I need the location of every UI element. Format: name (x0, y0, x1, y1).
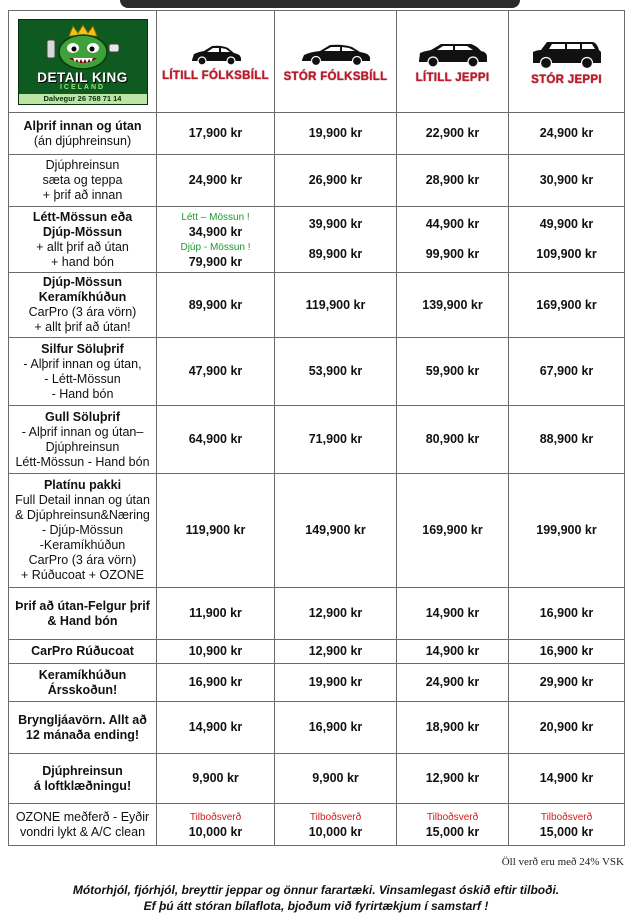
service-line: -Keramíkhúðun (39, 538, 126, 552)
price-value: 89,900 kr (188, 297, 243, 312)
price-value: 64,900 kr (188, 432, 243, 446)
price-cell (275, 113, 397, 155)
price-value: 109,900 kr (536, 247, 597, 261)
price-cell (509, 338, 625, 406)
logo-address: Dalvegur 26 768 71 14 (19, 94, 147, 104)
price-cell (397, 273, 509, 338)
offer-label: Tilboðsverð (540, 811, 593, 823)
price-value: 24,900 kr (539, 126, 594, 140)
price-cell (275, 588, 397, 640)
price-value: 119,900 kr (305, 297, 366, 312)
service-row (9, 702, 625, 754)
service-row (9, 207, 625, 273)
price-spacer (275, 232, 396, 247)
price-cell (397, 474, 509, 588)
service-line: 12 mánaða ending! (25, 727, 140, 742)
price-value: 89,900 kr (308, 247, 363, 261)
top-decoration-bar (120, 0, 520, 8)
price-cell (157, 273, 275, 338)
monster-mascot-icon (43, 24, 123, 72)
service-line: - Alþrif innan og útan, (23, 356, 142, 371)
price-cell (397, 754, 509, 804)
service-row (9, 754, 625, 804)
service-row (9, 474, 625, 588)
price-cell (157, 754, 275, 804)
service-line: CarPro Rúðucoat (31, 644, 134, 658)
detail-king-logo (18, 19, 148, 105)
service-line: & Hand bón (47, 613, 118, 628)
price-value: 18,900 kr (425, 720, 480, 734)
service-line: + þrif að innan (42, 188, 123, 202)
price-value: 34,900 kr (188, 224, 243, 239)
price-value: 19,900 kr (308, 675, 363, 689)
service-line: OZONE meðferð - Eyðir (15, 809, 150, 824)
price-cell (157, 155, 275, 207)
service-cell (9, 207, 157, 273)
price-cell (275, 406, 397, 474)
service-line: Platínu pakki (43, 478, 122, 492)
service-row (9, 640, 625, 664)
column-label: STÓR JEPPI (531, 73, 602, 86)
price-value: 22,900 kr (425, 126, 480, 140)
price-value: 12,900 kr (308, 644, 363, 658)
price-cell (509, 155, 625, 207)
price-cell (397, 207, 509, 273)
price-value: 88,900 kr (539, 432, 594, 446)
service-line: - Alþrif innan og útan– (21, 424, 144, 439)
service-line: Djúp-Mössun (42, 224, 123, 239)
price-value: 20,900 kr (539, 720, 594, 734)
service-line: - Létt-Mössun (44, 371, 121, 386)
price-cell (397, 640, 509, 664)
service-cell (9, 273, 157, 338)
price-value: 99,900 kr (425, 247, 480, 261)
column-label: STÓR FÓLKSBÍLL (283, 70, 388, 83)
service-line: Alþrif innan og útan (23, 118, 142, 133)
service-cell (9, 113, 157, 155)
service-row (9, 338, 625, 406)
price-value: 11,900 kr (189, 606, 242, 620)
price-value: 9,900 kr (192, 771, 239, 785)
price-cell (509, 588, 625, 640)
service-cell (9, 804, 157, 846)
price-value: 14,900 kr (188, 720, 243, 734)
price-cell (397, 664, 509, 702)
service-cell (9, 702, 157, 754)
service-row (9, 155, 625, 207)
price-table-body (9, 113, 625, 846)
price-value: 39,900 kr (308, 217, 363, 231)
service-line: Djúp-Mössun (42, 275, 123, 289)
offer-label: Tilboðsverð (426, 811, 479, 823)
price-cell (509, 113, 625, 155)
price-value: 79,900 kr (188, 254, 243, 269)
price-cell (509, 207, 625, 273)
price-value: 44,900 kr (425, 217, 480, 231)
service-line: (án djúphreinsun) (33, 133, 132, 148)
service-line: Létt-Mössun - Hand bón (15, 454, 150, 469)
price-cell (509, 474, 625, 588)
price-cell (157, 113, 275, 155)
service-row (9, 664, 625, 702)
price-value: 16,900 kr (539, 606, 594, 620)
price-cell (275, 155, 397, 207)
service-cell (9, 588, 157, 640)
price-cell (275, 702, 397, 754)
price-cell (509, 406, 625, 474)
footer-line: Ef þú átt stóran bílaflota, bjoðum við fyrirtækjum í samstarf ! (143, 899, 489, 913)
price-value: 139,900 kr (422, 297, 483, 312)
service-line: + Rúðucoat + OZONE (21, 568, 144, 582)
price-cell (397, 406, 509, 474)
price-cell (157, 702, 275, 754)
column-header-small-suv (397, 11, 509, 113)
service-line: Keramíkhúðun (38, 290, 127, 304)
column-label: LÍTILL FÓLKSBÍLL (162, 69, 269, 82)
price-cell (509, 640, 625, 664)
price-value: 47,900 kr (188, 364, 243, 378)
price-value: 19,900 kr (308, 126, 363, 140)
price-cell (157, 804, 275, 846)
service-row (9, 588, 625, 640)
price-cell (397, 338, 509, 406)
column-header-large-suv (509, 11, 625, 113)
logo-cell (9, 11, 157, 113)
price-cell (157, 588, 275, 640)
service-line: + allt þrif að útan! (34, 320, 131, 334)
service-line: & Djúphreinsun&Næring (15, 508, 150, 522)
service-line: Gull Söluþrif (45, 409, 120, 424)
price-cell (275, 640, 397, 664)
service-cell (9, 406, 157, 474)
service-line: á loftklæðningu! (33, 778, 132, 793)
price-value: 14,900 kr (539, 771, 594, 785)
price-value: 15,000 kr (425, 824, 480, 839)
column-header-small-car (157, 11, 275, 113)
price-value: 24,900 kr (425, 675, 480, 689)
service-row (9, 804, 625, 846)
service-cell (9, 754, 157, 804)
price-cell (397, 113, 509, 155)
offer-label: Tilboðsverð (189, 811, 242, 823)
service-line: + allt þrif að útan (36, 239, 129, 254)
price-cell (157, 664, 275, 702)
service-cell (9, 155, 157, 207)
price-cell (509, 804, 625, 846)
price-cell (275, 804, 397, 846)
price-value: 10,000 kr (308, 824, 363, 839)
service-line: - Hand bón (51, 386, 114, 401)
service-line: CarPro (3 ára vörn) (28, 305, 137, 319)
offer-label: Tilboðsverð (309, 811, 362, 823)
price-value: 12,900 kr (425, 771, 480, 785)
price-cell (275, 207, 397, 273)
service-cell (9, 664, 157, 702)
service-line: - Djúp-Mössun (41, 523, 124, 537)
price-cell (157, 474, 275, 588)
service-line: + hand bón (51, 254, 114, 269)
price-value: 49,900 kr (539, 217, 594, 231)
price-cell (397, 804, 509, 846)
price-cell (397, 588, 509, 640)
price-value: 15,000 kr (539, 824, 594, 839)
price-cell (509, 754, 625, 804)
service-cell (9, 474, 157, 588)
option-label: Djúp - Mössun ! (180, 241, 251, 253)
price-value: 30,900 kr (539, 173, 594, 187)
service-line: Bryngljáavörn. Allt að (18, 712, 147, 727)
logo-subtitle: ICELAND (59, 83, 106, 91)
small-car-icon (188, 44, 244, 66)
price-value: 10,900 kr (188, 644, 243, 658)
price-value: 53,900 kr (308, 364, 363, 378)
price-value: 16,900 kr (188, 675, 243, 689)
service-line: vondri lykt & A/C clean (19, 824, 146, 839)
large-suv-icon (531, 40, 603, 70)
service-line: Djúphreinsun (42, 763, 123, 778)
option-label: Létt – Mössun ! (181, 211, 250, 223)
service-row (9, 273, 625, 338)
service-row (9, 406, 625, 474)
price-cell (509, 273, 625, 338)
large-car-icon (300, 43, 372, 67)
header-row (9, 11, 625, 113)
price-cell (275, 754, 397, 804)
price-value: 67,900 kr (539, 364, 594, 378)
footer-line: Mótorhjól, fjórhjól, breyttir jeppar og önnur farartæki. Vinsamlegast óskið eftir tilboði. (72, 883, 560, 897)
price-value: 24,900 kr (188, 173, 243, 187)
price-value: 29,900 kr (539, 675, 594, 689)
price-cell (157, 406, 275, 474)
service-line: Létt-Mössun eða (32, 209, 133, 224)
service-line: Full Detail innan og útan (15, 493, 150, 507)
price-value: 16,900 kr (539, 644, 594, 658)
price-value: 71,900 kr (308, 432, 363, 446)
price-cell (509, 664, 625, 702)
service-line: CarPro (3 ára vörn) (28, 553, 137, 567)
price-value: 14,900 kr (425, 606, 480, 620)
price-cell (275, 338, 397, 406)
service-line: Ársskoðun! (47, 682, 118, 697)
service-line: Djúphreinsun (45, 158, 120, 172)
logo-brand: DETAIL KING (37, 69, 128, 85)
price-value: 199,900 kr (536, 523, 597, 537)
price-value: 28,900 kr (425, 173, 480, 187)
column-header-large-car (275, 11, 397, 113)
price-value: 14,900 kr (425, 644, 480, 658)
price-value: 10,000 kr (188, 824, 243, 839)
price-value: 149,900 kr (305, 523, 366, 537)
price-value: 12,900 kr (308, 606, 363, 620)
service-line: Silfur Söluþrif (41, 341, 124, 356)
vat-note: Öll verð eru með 24% VSK (501, 856, 624, 868)
price-spacer (509, 232, 624, 247)
price-value: 169,900 kr (422, 523, 483, 537)
price-cell (157, 207, 275, 273)
price-cell (275, 474, 397, 588)
service-cell (9, 338, 157, 406)
service-row (9, 113, 625, 155)
price-table (8, 10, 625, 846)
price-cell (275, 664, 397, 702)
price-value: 119,900 kr (185, 523, 246, 537)
price-value: 17,900 kr (188, 126, 243, 140)
price-cell (157, 338, 275, 406)
price-value: 26,900 kr (308, 173, 363, 187)
service-line: Djúphreinsun (45, 439, 120, 454)
small-suv-icon (417, 42, 489, 68)
price-value: 80,900 kr (425, 432, 480, 446)
price-spacer (397, 232, 508, 247)
price-cell (157, 640, 275, 664)
service-line: Keramíkhúðun (38, 667, 127, 682)
price-value: 59,900 kr (425, 364, 480, 378)
service-line: sæta og teppa (42, 173, 123, 187)
column-label: LÍTILL JEPPI (415, 71, 490, 84)
service-cell (9, 640, 157, 664)
price-cell (509, 702, 625, 754)
price-value: 9,900 kr (312, 771, 359, 785)
footer-note (0, 882, 632, 914)
price-cell (397, 702, 509, 754)
price-cell (397, 155, 509, 207)
price-cell (275, 273, 397, 338)
price-value: 169,900 kr (536, 297, 597, 312)
service-line: Þrif að útan-Felgur þrif (15, 598, 150, 613)
price-value: 16,900 kr (308, 720, 363, 734)
